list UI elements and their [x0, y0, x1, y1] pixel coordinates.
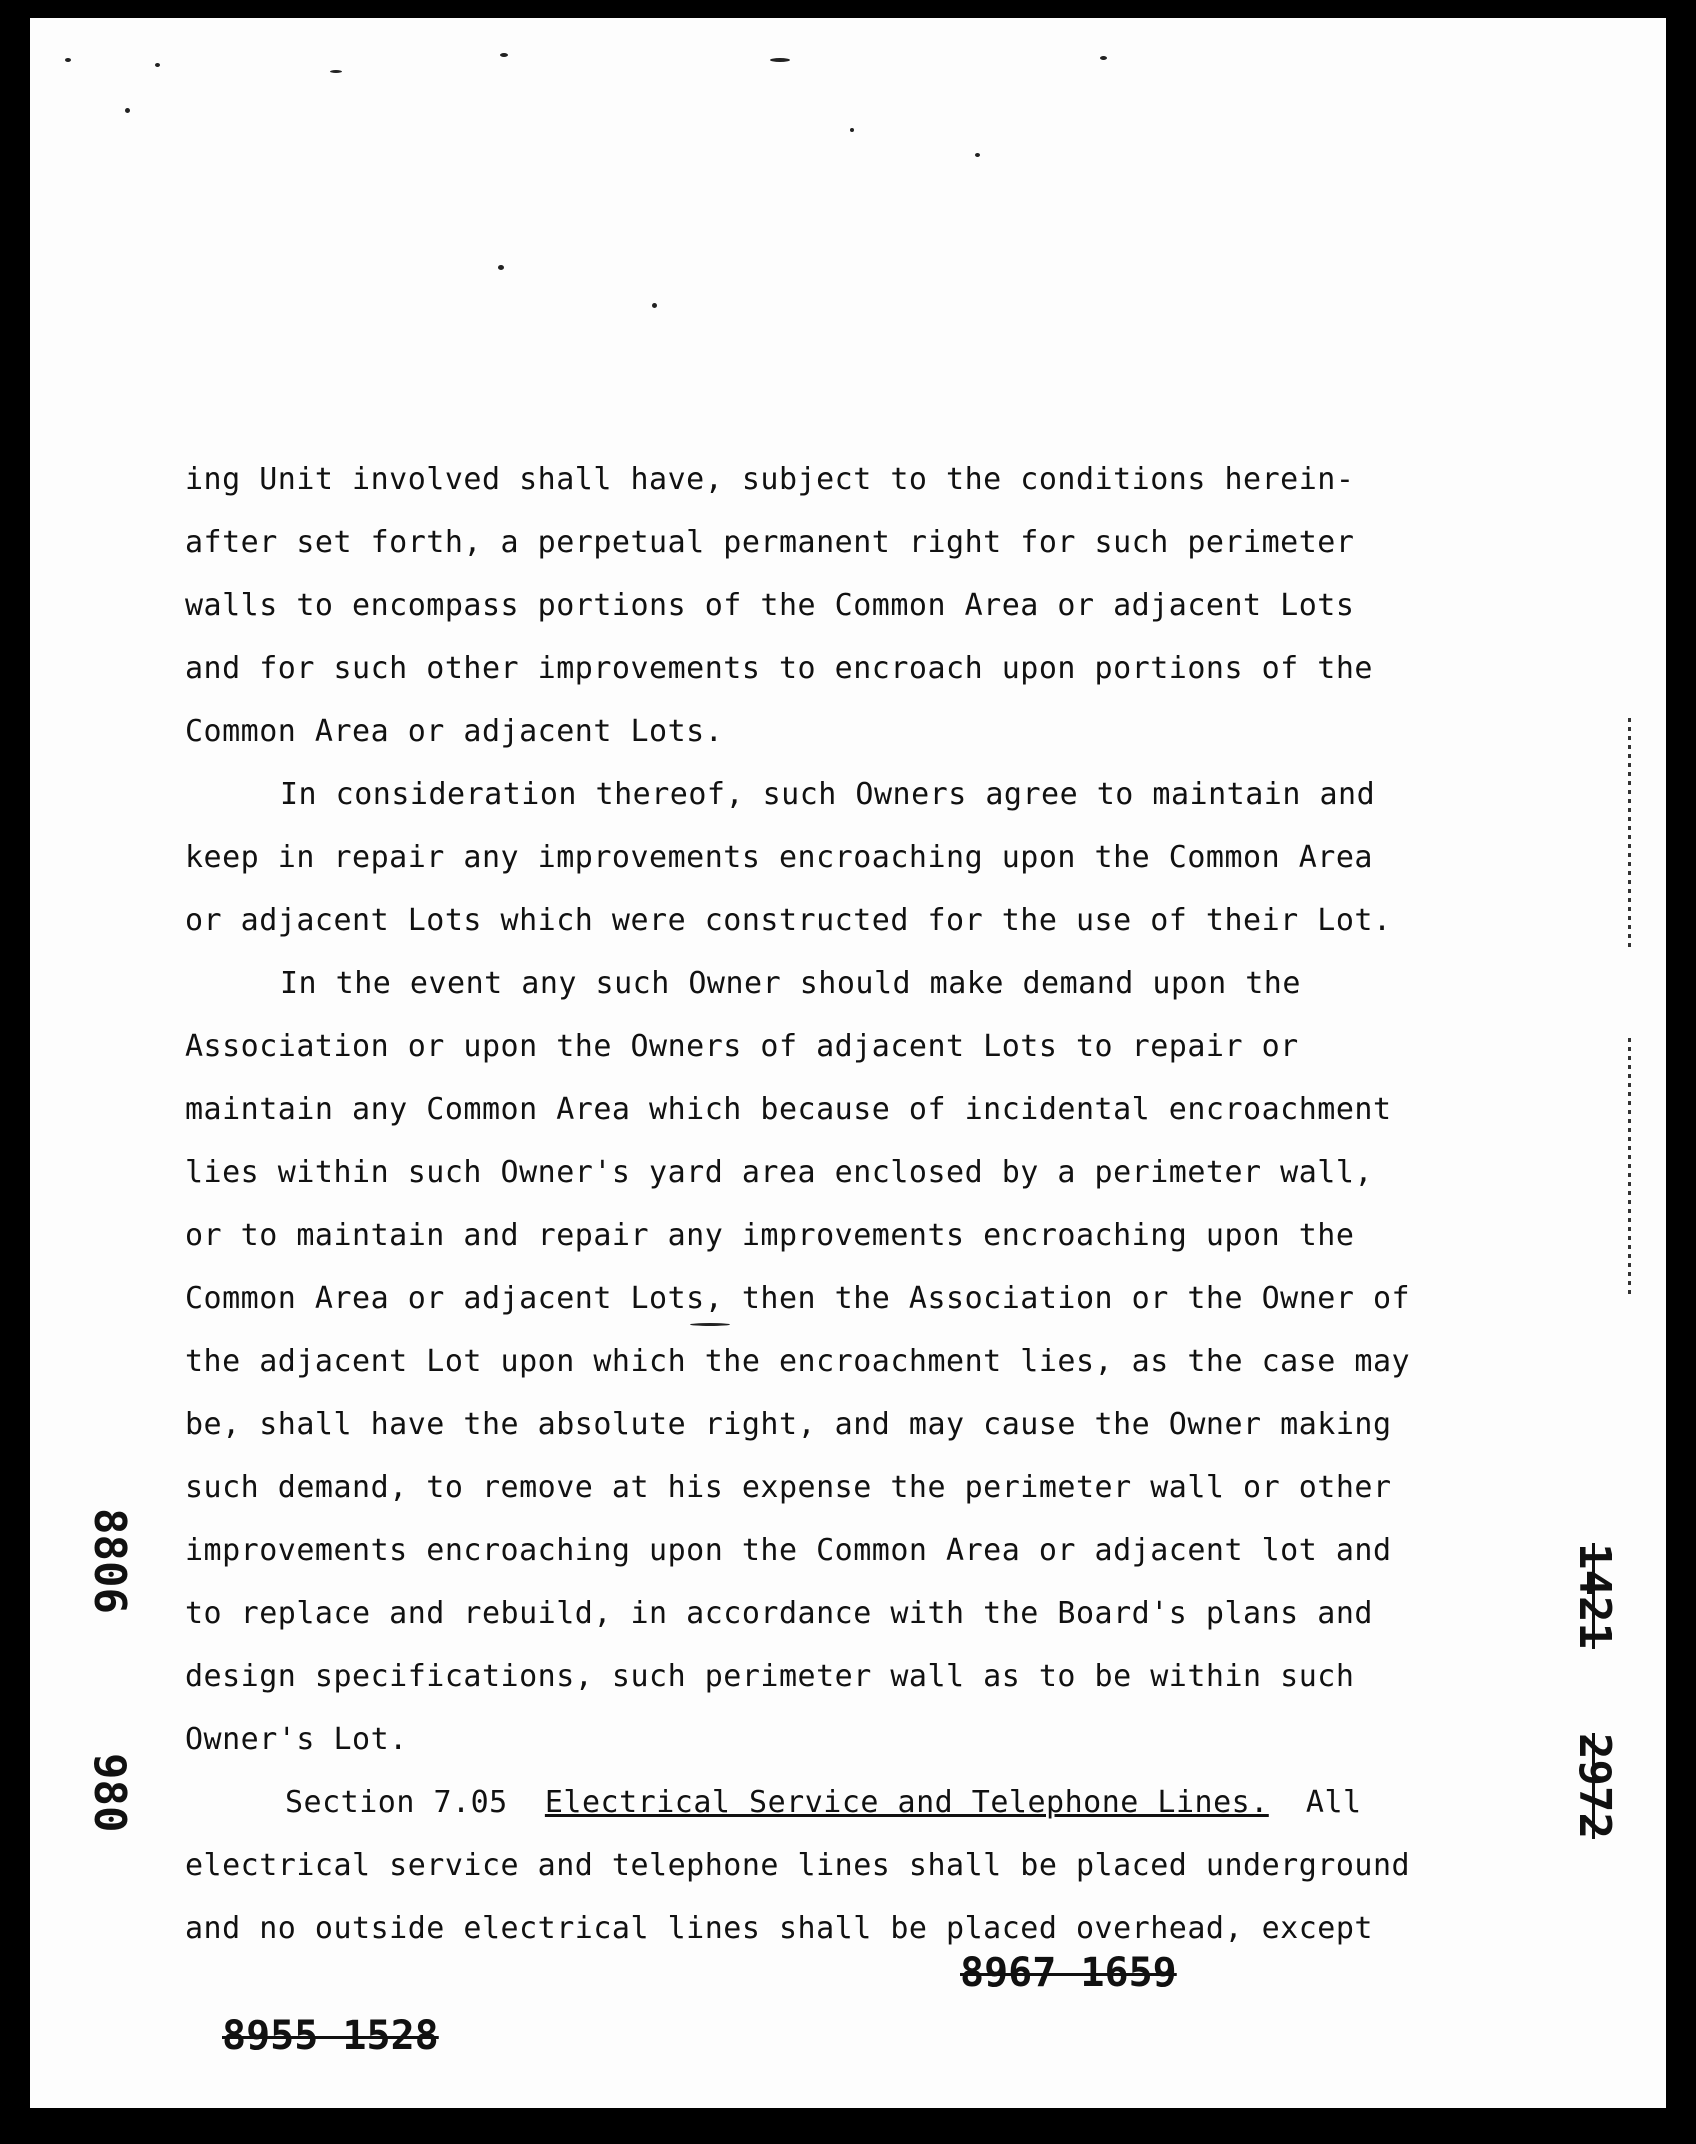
- text-line: maintain any Common Area which because of incidental encroachment: [185, 1092, 1392, 1127]
- scan-speck: [330, 70, 342, 73]
- section-heading-line: [185, 1771, 1515, 1834]
- scan-speck: [125, 108, 130, 113]
- scan-speck: [690, 1323, 730, 1326]
- text-line: electrical service and telephone lines shall be placed underground: [185, 1848, 1411, 1883]
- text-line: improvements encroaching upon the Common Area or adjacent lot and: [185, 1533, 1392, 1568]
- text-line: In the event any such Owner should make demand upon the: [280, 966, 1301, 1001]
- scan-speck: [65, 58, 71, 62]
- paragraph-2: [185, 763, 1515, 952]
- scan-speck: [652, 303, 657, 308]
- text-line: after set forth, a perpetual permanent right for such perimeter: [185, 525, 1355, 560]
- text-fragment: All: [1305, 1785, 1362, 1820]
- recording-stamp-bottom-left: 8955 1528: [222, 2013, 439, 2059]
- text-line: Common Area or adjacent Lots, then the Association or the Owner of: [185, 1281, 1411, 1316]
- scan-speck: [850, 128, 854, 132]
- text-line: Owner's Lot.: [185, 1722, 408, 1757]
- scan-speck: [500, 53, 508, 57]
- paragraph-1: [185, 448, 1515, 763]
- text-line: ing Unit involved shall have, subject to the conditions herein-: [185, 462, 1355, 497]
- text-line: the adjacent Lot upon which the encroachment lies, as the case may: [185, 1344, 1411, 1379]
- section-number: Section 7.05: [285, 1785, 508, 1820]
- text-line: to replace and rebuild, in accordance with the Board's plans and: [185, 1596, 1373, 1631]
- text-line: keep in repair any improvements encroaching upon the Common Area: [185, 840, 1373, 875]
- document-page: [30, 18, 1666, 2108]
- section-7-05: [185, 1771, 1515, 1960]
- margin-stamp-right-bottom: 2972: [1569, 1733, 1620, 1839]
- text-line: lies within such Owner's yard area enclosed by a perimeter wall,: [185, 1155, 1373, 1190]
- document-body: [185, 448, 1515, 1960]
- scan-speck: [498, 265, 504, 270]
- scan-speck: [155, 63, 160, 67]
- recording-stamp-bottom-right: 8967 1659: [960, 1950, 1177, 1996]
- text-line: In consideration thereof, such Owners agree to maintain and: [280, 777, 1376, 812]
- text-line: or adjacent Lots which were constructed for the use of their Lot.: [185, 903, 1392, 938]
- paragraph-3: [185, 952, 1515, 1771]
- margin-stamp-left-bottom: 980: [84, 1753, 135, 1833]
- text-line: such demand, to remove at his expense the perimeter wall or other: [185, 1470, 1392, 1505]
- text-line: walls to encompass portions of the Common Area or adjacent Lots: [185, 588, 1355, 623]
- scan-speck: [975, 153, 980, 157]
- text-line: and for such other improvements to encroach upon portions of the: [185, 651, 1373, 686]
- text-line: or to maintain and repair any improvements encroaching upon the: [185, 1218, 1355, 1253]
- margin-stamp-left-top: 8806: [84, 1508, 135, 1614]
- scan-speck: [770, 58, 790, 62]
- section-heading: Electrical Service and Telephone Lines.: [544, 1785, 1269, 1820]
- text-line: Association or upon the Owners of adjacent Lots to repair or: [185, 1029, 1299, 1064]
- scan-margin-marks: [1628, 718, 1631, 948]
- scan-speck: [1100, 56, 1107, 60]
- scan-margin-marks: [1628, 1038, 1631, 1298]
- text-line: be, shall have the absolute right, and may cause the Owner making: [185, 1407, 1392, 1442]
- text-line: design specifications, such perimeter wall as to be within such: [185, 1659, 1355, 1694]
- margin-stamp-right-top: 1421: [1569, 1543, 1620, 1649]
- text-line: and no outside electrical lines shall be placed overhead, except: [185, 1911, 1373, 1946]
- text-line: Common Area or adjacent Lots.: [185, 714, 724, 749]
